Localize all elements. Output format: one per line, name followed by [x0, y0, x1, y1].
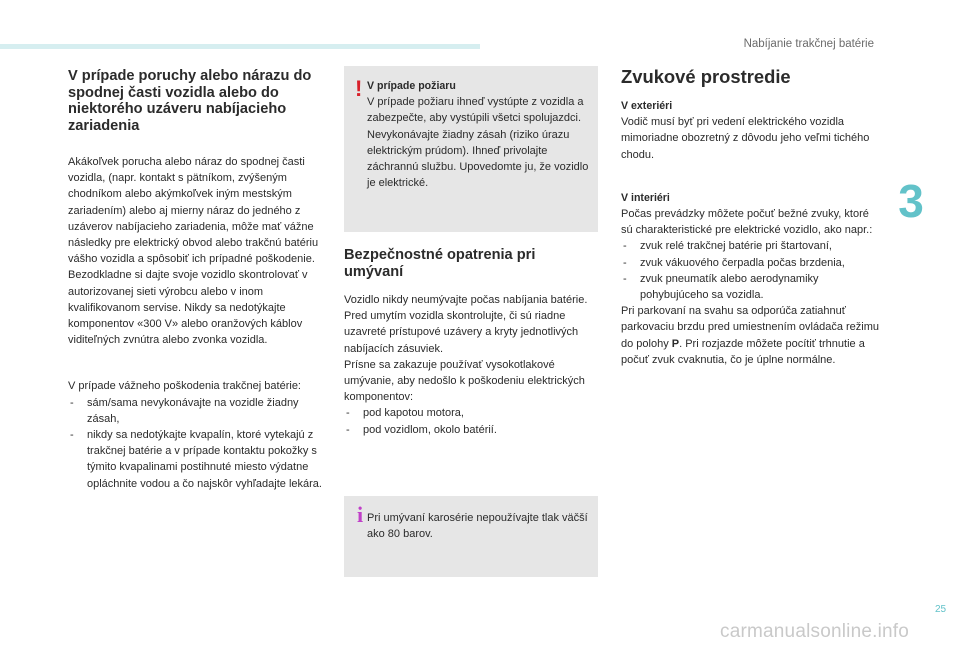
washing-list [344, 405, 598, 437]
list-item: - zvuk relé trakčnej batérie pri štartovaní, [621, 238, 881, 254]
info-icon: i [357, 502, 364, 527]
running-header: Nabíjanie trakčnej batérie [743, 38, 874, 50]
header-accent-bar [0, 44, 480, 49]
pressure-info-text: Pri umývaní karosérie nepoužívajte tlak väčší ako 80 barov. [367, 512, 588, 541]
parking-mode-letter: P [671, 337, 680, 350]
battery-damage-intro: V prípade vážneho poškodenia trakčnej batérie: [68, 380, 301, 393]
fire-warning-box [344, 66, 598, 232]
column-breakdown [68, 68, 326, 492]
washing-heading: Bezpečnostné opatrenia pri umývaní [344, 247, 536, 280]
list-item: - zvuk pneumatík alebo aerodynamiky pohybujúceho sa vozidla. [621, 271, 881, 303]
fire-warning-title: V prípade požiaru [367, 80, 456, 92]
parking-text-before: Pri parkovaní na svahu sa odporúča zatiahnuť parkovaciu brzdu pred umiestnením ovládača režimu do polohy [621, 305, 880, 350]
list-item: - nikdy sa nedotýkajte kvapalín, ktoré vytekajú z trakčnej batérie a v prípade kontaktu pokožky s týmito kvapalinami postihnuté miesto výdatne opláchnite vodou a čo najskôr vyhľadajte lekára. [68, 427, 326, 492]
interior-text: Počas prevádzky môžete počuť bežné zvuky, ktoré sú charakteristické pre elektrické vozidlo, ako napr.: [621, 208, 873, 237]
parking-text-after: . Pri rozjazde môžete pocítiť trhnutie a počuť zvuk cvaknutia, čo je úplne normálne. [621, 337, 865, 366]
breakdown-paragraph: Akákoľvek porucha alebo náraz do spodnej časti vozidla, (napr. kontakt s pätníkom, zvýšeným chodníkom alebo akýmkoľvek iným mestským zariadením) alebo aj mierny náraz do jedného z uzáverov nabíjacieho zariadenia, môže mať vážne následky pre elektrický obvod alebo trakčnú batériu vášho vozidla a spôsobiť ich prípadné poškodenie. Bezodkladne si dajte svoje vozidlo skontrolovať v autorizovanej sieti výrobcu alebo v inom kvalifikovanom servise. Nikdy sa nedotýkajte komponentov «300 V» alebo oranžových káblov viditeľných zvnútra alebo zvonka vozidla. [68, 156, 319, 347]
battery-damage-list [68, 395, 326, 492]
list-item: - zvuk vákuového čerpadla počas brzdenia, [621, 255, 881, 271]
chapter-number: 3 [898, 175, 924, 227]
exterior-title: V exteriéri [621, 100, 673, 112]
washing-paragraph-3: Prísne sa zakazuje používať vysokotlakové umývanie, aby nedošlo k poškodeniu elektrických komponentov: [344, 358, 585, 404]
column-sound [621, 66, 881, 368]
sound-heading: Zvukové prostredie [621, 66, 791, 87]
interior-title: V interiéri [621, 191, 670, 204]
list-item: - pod vozidlom, okolo batérií. [344, 422, 598, 438]
parking-text [621, 303, 881, 368]
pressure-info-content [367, 510, 590, 542]
pressure-info-box [344, 496, 598, 577]
column-washing [344, 247, 598, 438]
fire-warning-text: V prípade požiaru ihneď vystúpte z vozidla a zabezpečte, aby vystúpili všetci spolujazdci. Nevykonávajte žiadny zásah (riziko úrazu elektrickým prúdom). Ihneď privolajte záchrannú službu. Upovedomte ju, že vozidlo je elektrické. [367, 96, 589, 190]
list-item: - sám/sama nevykonávajte na vozidle žiadny zásah, [68, 395, 326, 427]
washing-paragraph-1: Vozidlo nikdy neumývajte počas nabíjania batérie. [344, 294, 588, 306]
watermark: carmanualsonline.info [720, 621, 910, 642]
fire-warning-content [367, 78, 590, 191]
interior-sounds-list [621, 238, 881, 303]
warning-exclamation-icon: ! [355, 76, 363, 101]
washing-paragraph-2: Pred umytím vozidla skontrolujte, či sú riadne uzavreté prístupové uzávery a kryty jednotlivých nabíjacích zásuviek. [344, 310, 579, 355]
list-item: - pod kapotou motora, [344, 405, 598, 421]
page-number: 25 [935, 604, 947, 615]
exterior-text: Vodič musí byť pri vedení elektrického vozidla mimoriadne obozretný z dôvodu jeho veľmi tichého chodu. [621, 116, 870, 161]
breakdown-heading: V prípade poruchy alebo nárazu do spodnej časti vozidla alebo do niektorého uzáveru nabíjacieho zariadenia [68, 68, 312, 134]
